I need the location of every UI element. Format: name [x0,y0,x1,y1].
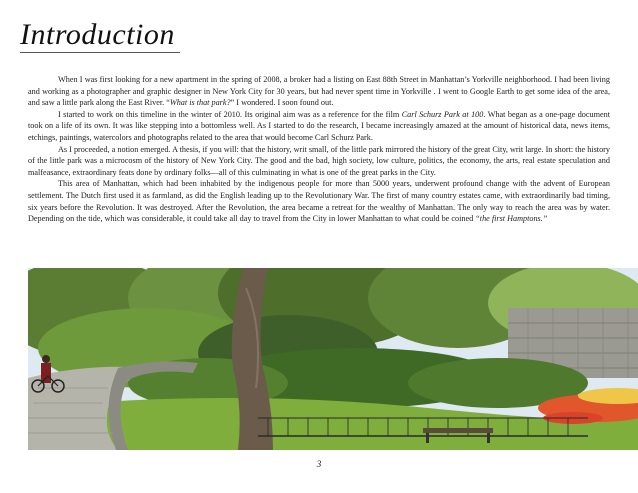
body-paragraph [28,109,610,144]
page-title: Introduction [20,18,175,51]
paragraph-text: . What began as a one-page document took on a life of its own. It was like stepping into a bottomless well. As I started to do the research, I became increasingly amazed at the amount of historical data, news items, etchings, paintings, watercolors and photographs related to the area that would become Carl Schurz Park. [28,109,610,142]
paragraph-text: As I proceeded, a notion emerged. A thesis, if you will: that the history, writ small, of the little park mirrored the history of the great City, writ large. In short: the history of the little park was a microcosm of the history of New York City. The good and the bad, high society, low culture, politics, the economy, the arts, real estate speculation and malfeasance, extraordinary feats done by ordinary folks—all of this culminating in what is one of the great parks in the City. [28,144,610,177]
italic-text: What is that park? [169,98,231,108]
body-paragraph [28,144,610,179]
body-paragraph [28,178,610,224]
italic-text: Carl Schurz Park at 100 [401,109,484,119]
park-photo [28,268,638,450]
title-underline [20,52,180,53]
paragraph-text: ” I wondered. I soon found out. [230,98,334,108]
paragraph-text: I started to work on this timeline in the winter of 2010. Its original aim was as a reference for the film [58,109,402,119]
italic-text: “the first Hamptons.” [475,214,548,224]
page-number: 3 [316,459,322,469]
paragraph-text: This area of Manhattan, which had been inhabited by the indigenous people for more than 5000 years, underwent profound change with the advent of European settlement. The Dutch first used it as farmland, as did the English leading up to the Revolutionary War. The first of many country estates came, with extraordinarily bad timing, six years before the Revolution. It was destroyed. After the Revolution, the area became a retreat for the wealthy of Manhattan. The only way to reach the area was by water. Depending on the tide, which was considerable, it could take all day to travel from the City in lower Manhattan to what could be coined [28,179,610,224]
intro-body-text [28,74,610,225]
paragraph-text: When I was first looking for a new apartment in the spring of 2008, a broker had a listing on East 88th Street in Manhattan’s Yorkville neighborhood. I had been living and working as a photographer and graphic designer in New York City for 30 years, but had never spent time in Yorkville . I went to Google Earth to get some idea of the area, and saw a little park along the East River. “ [28,75,610,108]
body-paragraph [28,74,610,109]
